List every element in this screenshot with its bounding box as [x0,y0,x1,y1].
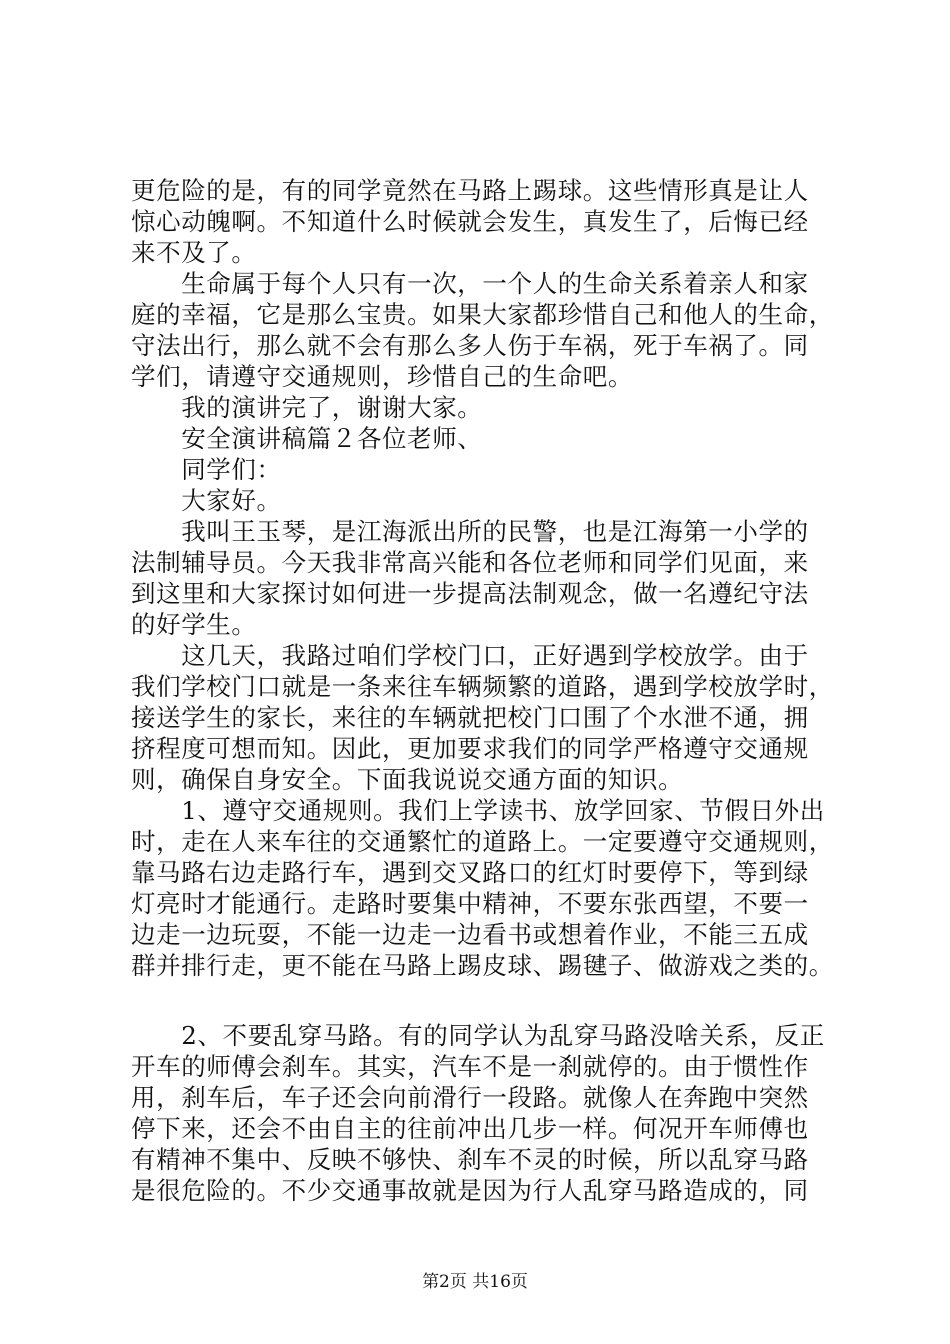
text-line: 挤程度可想而知。因此，更加要求我们的同学严格遵守交通规 [131,734,809,763]
text-line: 2、不要乱穿马路。有的同学认为乱穿马路没啥关系，反正 [131,1021,825,1050]
text-line: 到这里和大家探讨如何进一步提高法制观念，做一名遵纪守法 [131,579,809,608]
text-line: 的好学生。 [131,610,257,639]
text-line: 接送学生的家长，来往的车辆就把校门口围了个水泄不通，拥 [131,703,809,732]
text-line: 同学们： [131,455,282,484]
text-line: 则，确保自身安全。下面我说说交通方面的知识。 [131,765,684,794]
text-line: 我叫王玉琴，是江海派出所的民警，也是江海第一小学的 [131,517,809,546]
text-line: 是很危险的。不少交通事故就是因为行人乱穿马路造成的，同 [131,1176,809,1205]
paragraph-gap [131,981,831,1020]
text-line: 安全演讲稿篇２各位老师、 [131,424,483,453]
text-line: 边走一边玩耍，不能一边走一边看书或想着作业，不能三五成 [131,920,809,949]
text-line: 我的演讲完了，谢谢大家。 [131,393,483,422]
text-line: 守法出行，那么就不会有那么多人伤于车祸，死于车祸了。同 [131,331,809,360]
text-line: 灯亮时才能通行。走路时要集中精神，不要东张西望，不要一 [131,889,809,918]
text-line: 来不及了。 [131,238,257,267]
text-line: 更危险的是，有的同学竟然在马路上踢球。这些情形真是让人 [131,176,809,205]
text-line: 学们，请遵守交通规则，珍惜自己的生命吧。 [131,362,633,391]
text-line: 庭的幸福，它是那么宝贵。如果大家都珍惜自己和他人的生命， [131,300,834,329]
text-line: 有精神不集中、反映不够快、刹车不灵的时候，所以乱穿马路 [131,1145,809,1174]
text-line: 我们学校门口就是一条来往车辆频繁的道路，遇到学校放学时， [131,672,834,701]
text-line: 停下来，还会不由自主的往前冲出几步一样。何况开车师傅也 [131,1114,809,1143]
text-line: 1、遵守交通规则。我们上学读书、放学回家、节假日外出 [131,796,825,825]
text-line: 时，走在人来车往的交通繁忙的道路上。一定要遵守交通规则， [131,827,834,856]
document-body [131,175,834,1206]
page-footer: 第2页 共16页 [422,1272,528,1292]
text-line: 法制辅导员。今天我非常高兴能和各位老师和同学们见面，来 [131,548,809,577]
text-line: 用，刹车后，车子还会向前滑行一段路。就像人在奔跑中突然 [131,1083,809,1112]
text-line: 靠马路右边走路行车，遇到交叉路口的红灯时要停下，等到绿 [131,858,809,887]
text-line: 这几天，我路过咱们学校门口，正好遇到学校放学。由于 [131,641,809,670]
text-line: 群并排行走，更不能在马路上踢皮球、踢毽子、做游戏之类的。 [131,951,834,980]
text-line: 大家好。 [131,486,282,515]
text-line: 生命属于每个人只有一次，一个人的生命关系着亲人和家 [131,269,809,298]
text-line: 惊心动魄啊。不知道什么时候就会发生，真发生了，后悔已经 [131,207,809,236]
text-line: 开车的师傅会刹车。其实，汽车不是一刹就停的。由于惯性作 [131,1052,809,1081]
